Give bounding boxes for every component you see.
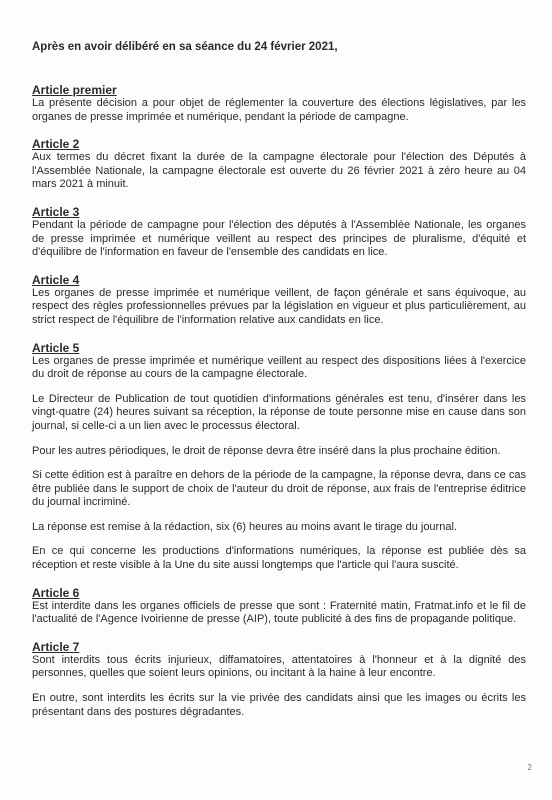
article-paragraph: Aux termes du décret fixant la durée de la campagne électorale pour l'élection des Députés à l'Assemblée Nationale, la campagne électorale est ouverte du 26 février 2021 à zéro heure au 04 mars 2021 à minuit. <box>32 151 526 191</box>
preamble: Après en avoir délibéré en sa séance du 24 février 2021, <box>32 41 338 53</box>
article-5 <box>32 342 526 573</box>
article-title: Article 3 <box>32 204 80 219</box>
article-paragraph: Pendant la période de campagne pour l'élection des députés à l'Assemblée Nationale, les organes de presse imprimée et numérique veillent au respect des principes de pluralisme, d'équité et d'équilibre de l'information en faveur de l'ensemble des candidats en lice. <box>32 218 526 259</box>
article-title: Article 6 <box>32 585 80 600</box>
article-paragraph: En outre, sont interdits les écrits sur la vie privée des candidats ainsi que les images ou écrits les présentant dans des postures dégradantes. <box>32 692 526 718</box>
article-6 <box>32 587 526 627</box>
article-paragraph: Pour les autres périodiques, le droit de réponse devra être inséré dans la plus prochaine édition. <box>32 444 501 457</box>
article-paragraph: La réponse est remise à la rédaction, six (6) heures au moins avant le tirage du journal. <box>32 520 457 533</box>
article-title: Article premier <box>32 83 117 97</box>
article-2 <box>32 138 526 192</box>
article-title: Article 4 <box>32 272 80 287</box>
article-7 <box>32 641 526 719</box>
article-paragraph: Est interdite dans les organes officiels de presse que sont : Fraternité matin, Fratmat.info et le fil de l'actualité de l'Agence Ivoirienne de presse (AIP), toute publicité à des fins de propagande politique. <box>32 599 526 626</box>
article-paragraph: Le Directeur de Publication de tout quotidien d'informations générales est tenu, d'insérer dans les vingt-quatre (24) heures suivant sa réception, la réponse de toute personne mise en cause dans son journal, si celle-ci a un lien avec le processus électoral. <box>32 392 526 432</box>
article-title: Article 5 <box>32 340 80 355</box>
article-title: Article 7 <box>32 639 80 654</box>
article-paragraph: Les organes de presse imprimée et numérique veillent au respect des dispositions liées à l'exercice du droit de réponse au cours de la campagne électorale. <box>32 354 526 381</box>
article-1 <box>32 84 526 124</box>
article-paragraph: Sont interdits tous écrits injurieux, diffamatoires, attentatoires à l'honneur et à la dignité des personnes, quelles que soient leurs opinions, ou incitant à la haine à leur encontre. <box>32 653 526 680</box>
article-title: Article 2 <box>32 137 80 152</box>
article-paragraph: La présente décision a pour objet de réglementer la couverture des élections législatives, par les organes de presse imprimée et numérique, pendant la période de campagne. <box>32 97 526 123</box>
article-paragraph: Si cette édition est à paraître en dehors de la période de la campagne, la réponse devra, dans ce cas être publiée dans le support de choix de l'auteur du droit de réponse, aux frais de l'entreprise éditrice du journal incriminé. <box>32 469 526 509</box>
article-paragraph: Les organes de presse imprimée et numérique veillent, de façon générale et sans équivoque, au respect des règles professionnelles prévues par la législation en vigueur et plus particulièrement, au strict respect de l'équilibre de l'information relative aux candidats en lice. <box>32 286 526 326</box>
page-number: 2 <box>527 763 532 772</box>
article-4 <box>32 274 526 328</box>
article-3 <box>32 206 526 260</box>
article-paragraph: En ce qui concerne les productions d'informations numériques, la réponse est publiée dès sa réception et reste visible à la Une du site aussi longtemps que l'article qui l'aura suscité. <box>32 545 526 572</box>
